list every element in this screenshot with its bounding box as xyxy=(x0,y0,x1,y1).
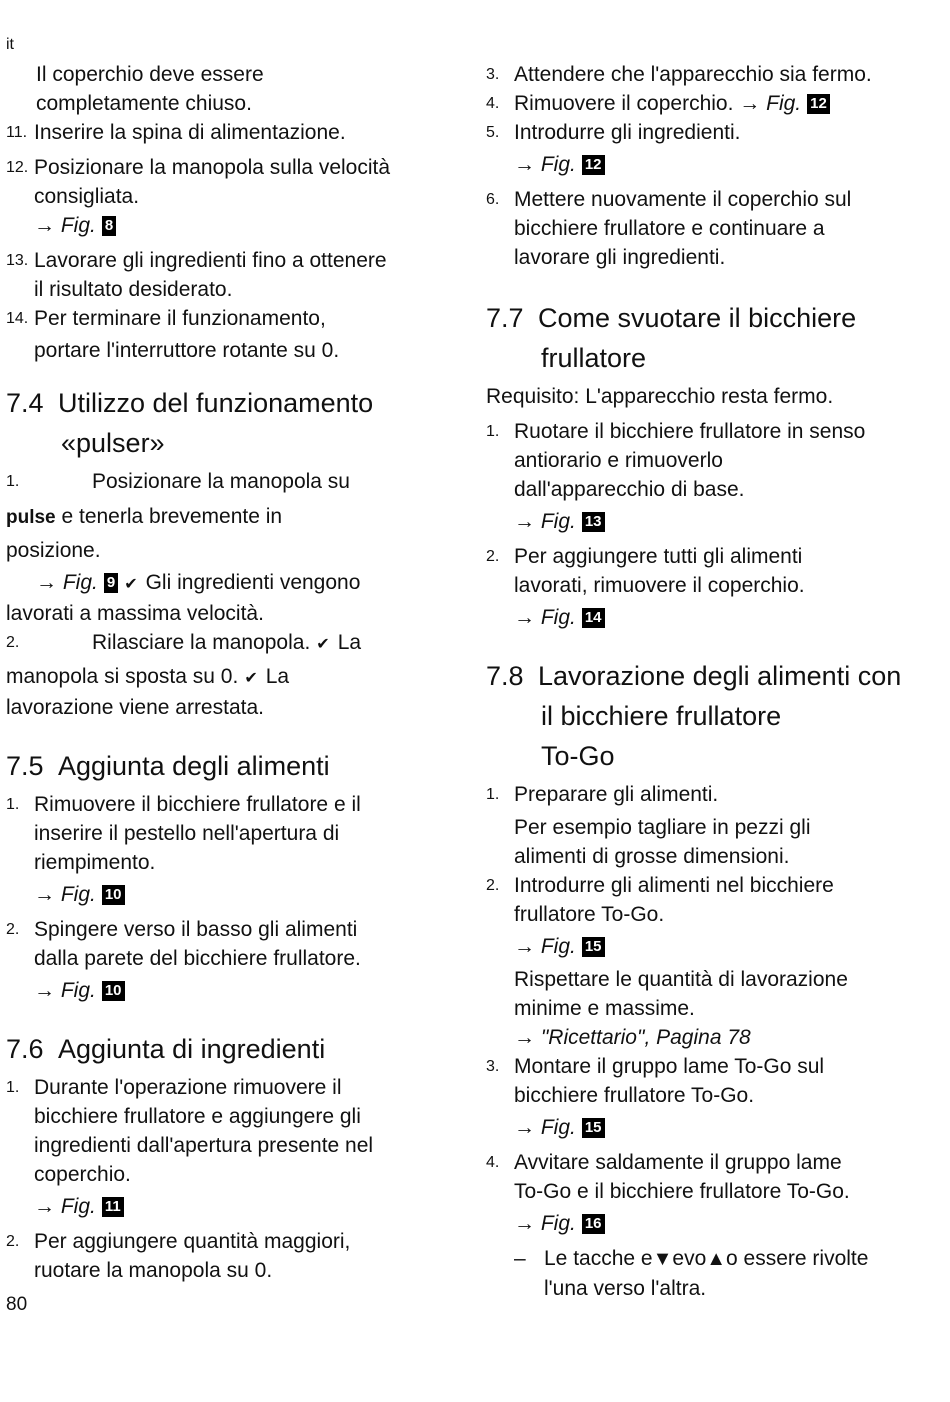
section-title-cont: «pulser» xyxy=(61,428,165,458)
section-title: Lavorazione degli alimenti con xyxy=(538,661,902,691)
recipe-book-link[interactable]: → "Ricettario", Pagina 78 xyxy=(514,1026,751,1049)
list-item xyxy=(6,915,436,973)
fig-ref xyxy=(486,603,916,632)
section-number: 7.5 xyxy=(6,751,44,781)
fig-prefix: → Fig. xyxy=(514,606,576,629)
result-text: La xyxy=(265,665,290,688)
fig-prefix: → Fig. xyxy=(34,214,96,237)
step-text: Avvitare saldamente il gruppo lame To-Go e il bicchiere frullatore To-Go. xyxy=(514,1151,850,1203)
step-number: 11. xyxy=(6,124,28,141)
result-text: Gli ingredienti vengono xyxy=(145,571,361,594)
pulse-rest: e tenerla brevemente in xyxy=(61,505,283,528)
fig-prefix: → Fig. xyxy=(34,883,96,906)
list-item xyxy=(6,1227,436,1285)
check-icon: ✔ xyxy=(124,576,138,593)
step-text: Introdurre gli alimenti nel bicchiere frullatore To-Go. xyxy=(514,874,834,926)
step-number: 5. xyxy=(486,124,500,141)
fig-prefix: → Fig. xyxy=(514,1212,576,1235)
fig-ref xyxy=(486,932,916,961)
step-number: 1. xyxy=(6,473,20,490)
step-text: Posizionare la manopola su xyxy=(92,470,350,493)
list-item xyxy=(486,89,916,118)
list-item xyxy=(486,780,916,809)
step-number: 2. xyxy=(486,877,500,894)
section-number: 7.8 xyxy=(486,661,524,691)
step-text: Attendere che l'apparecchio sia fermo. xyxy=(514,63,872,86)
step-number: 3. xyxy=(486,1058,500,1075)
step-text: Rilasciare la manopola. xyxy=(92,631,311,654)
triangle-down-icon: ▼ xyxy=(652,1248,673,1270)
fig-ref xyxy=(486,507,916,536)
fig-ref xyxy=(6,976,436,1005)
step-text: Preparare gli alimenti. xyxy=(514,783,719,806)
fig-prefix: → Fig. xyxy=(514,510,576,533)
right-column xyxy=(486,60,916,1303)
step-text: Inserire la spina di alimentazione. xyxy=(34,121,346,144)
section-title: Come svuotare il bicchiere xyxy=(538,303,857,333)
figure-badge: 12 xyxy=(807,94,830,114)
figure-badge: 15 xyxy=(582,937,605,957)
section-number: 7.4 xyxy=(6,388,44,418)
fig-ref xyxy=(6,1192,436,1221)
section-number: 7.7 xyxy=(486,303,524,333)
page-number: 80 xyxy=(6,1294,28,1315)
step-13-cont: il risultato desiderato. xyxy=(34,278,233,301)
step-12 xyxy=(6,153,436,182)
triangle-up-icon: ▲ xyxy=(706,1248,727,1270)
step-text: Per aggiungere quantità maggiori, ruotare la manopola su 0. xyxy=(34,1230,351,1282)
requisite: Requisito: L'apparecchio resta fermo. xyxy=(486,385,834,408)
fig-ref xyxy=(486,150,916,179)
figure-badge: 9 xyxy=(104,573,118,593)
step-number: 14. xyxy=(6,310,29,327)
list-item xyxy=(486,185,916,272)
section-title-cont: To-Go xyxy=(541,741,615,771)
section-title: Utilizzo del funzionamento xyxy=(58,388,374,418)
step-text: Per aggiungere tutti gli alimenti lavorati, rimuovere il coperchio. xyxy=(514,545,805,597)
list-item xyxy=(486,871,916,929)
fig-prefix: → Fig. xyxy=(34,1195,96,1218)
pulse-line xyxy=(6,502,436,532)
fig-ref xyxy=(486,1209,916,1238)
step-number: 2. xyxy=(6,1233,20,1250)
figure-badge: 10 xyxy=(102,885,125,905)
section-heading-7-8 xyxy=(486,656,916,776)
step-text: Rimuovere il coperchio. xyxy=(514,92,734,115)
step-number: 1. xyxy=(6,796,20,813)
step-text: Introdurre gli ingredienti. xyxy=(514,121,741,144)
manopola-line xyxy=(6,662,436,693)
fig-ref xyxy=(486,1113,916,1142)
step-11 xyxy=(6,118,436,147)
check-icon: ✔ xyxy=(244,670,258,687)
figure-badge: 14 xyxy=(582,608,605,628)
section-heading-7-5 xyxy=(6,746,436,786)
pulse-word: pulse xyxy=(6,507,56,528)
dash-item xyxy=(486,1244,916,1274)
step-text: Posizionare la manopola sulla velocità xyxy=(34,156,391,179)
section-title: Aggiunta di ingredienti xyxy=(58,1034,326,1064)
step-number: 1. xyxy=(6,1079,20,1096)
fig-prefix: → Fig. xyxy=(514,153,576,176)
manopola-text: manopola si sposta su 0. xyxy=(6,665,239,688)
section-heading-7-7 xyxy=(486,298,916,378)
section-title-cont: il bicchiere frullatore xyxy=(541,701,782,731)
dash-text-c: o essere rivolte xyxy=(726,1247,869,1270)
figure-badge: 15 xyxy=(582,1118,605,1138)
step-number: 4. xyxy=(486,1154,500,1171)
dash-mark: – xyxy=(514,1247,526,1270)
figure-badge: 11 xyxy=(102,1197,124,1217)
step-number: 1. xyxy=(486,786,500,803)
step-text: Durante l'operazione rimuovere il bicchiere frullatore e aggiungere gli ingredienti dall'apertura presente nel coperchio. xyxy=(34,1076,374,1186)
fig-prefix: → Fig. xyxy=(34,979,96,1002)
language-code: it xyxy=(6,36,14,53)
intro-line-1: Il coperchio deve essere xyxy=(36,63,264,86)
dash-text-wrap xyxy=(544,1244,916,1274)
note: Rispettare le quantità di lavorazione minime e massime. xyxy=(514,968,848,1020)
step-13 xyxy=(6,246,436,275)
step-14 xyxy=(6,304,436,333)
step-text: Montare il gruppo lame To-Go sul bicchiere frullatore To-Go. xyxy=(514,1055,825,1107)
step-number: 13. xyxy=(6,252,29,269)
section-heading-7-6 xyxy=(6,1029,436,1069)
fig-prefix: → Fig. xyxy=(739,92,802,115)
intro-line-2: completamente chiuso. xyxy=(36,92,252,115)
step-number: 4. xyxy=(486,95,500,112)
step-text: Lavorare gli ingredienti fino a ottenere xyxy=(34,249,387,272)
dash-text-b: evo xyxy=(672,1247,707,1270)
lavorati-line: lavorati a massima velocità. xyxy=(6,602,264,625)
list-item xyxy=(486,1148,916,1206)
step-text: Ruotare il bicchiere frullatore in senso antiorario e rimuoverlo dall'apparecchio di base. xyxy=(514,420,866,501)
step-number: 2. xyxy=(6,921,20,938)
list-item xyxy=(6,790,436,877)
list-item xyxy=(486,118,916,147)
step-text-wrap xyxy=(92,628,436,659)
step-number: 12. xyxy=(6,159,29,176)
fig-ref-line xyxy=(6,568,436,599)
fig-ref xyxy=(6,880,436,909)
posizione-line: posizione. xyxy=(6,539,101,562)
step-number: 2. xyxy=(6,634,20,651)
list-item xyxy=(486,542,916,600)
dash-line-2: l'una verso l'altra. xyxy=(544,1277,707,1300)
list-item xyxy=(486,417,916,504)
check-icon: ✔ xyxy=(316,636,330,653)
arrestata-line: lavorazione viene arrestata. xyxy=(6,696,264,719)
dash-text-a: Le tacche e xyxy=(544,1247,653,1270)
section-title-cont: frullatore xyxy=(541,343,647,373)
step-number: 2. xyxy=(486,548,500,565)
result-text: La xyxy=(337,631,362,654)
pulse-step-2 xyxy=(6,628,436,659)
list-item xyxy=(6,1073,436,1189)
figure-badge: 8 xyxy=(102,216,116,236)
step-12-cont: consigliata. xyxy=(34,185,140,208)
step-number: 3. xyxy=(486,66,500,83)
section-heading-7-4 xyxy=(6,383,436,463)
list-item xyxy=(486,60,916,89)
list-item xyxy=(486,1052,916,1110)
figure-badge: 10 xyxy=(102,981,125,1001)
step-text: Rimuovere il bicchiere frullatore e il inserire il pestello nell'apertura di riempimento. xyxy=(34,793,361,874)
figure-badge: 12 xyxy=(582,155,605,175)
section-number: 7.6 xyxy=(6,1034,44,1064)
left-column xyxy=(6,60,436,1285)
note: Per esempio tagliare in pezzi gli alimenti di grosse dimensioni. xyxy=(514,816,811,868)
fig-prefix: → Fig. xyxy=(514,935,576,958)
step-text: Per terminare il funzionamento, xyxy=(34,307,326,330)
figure-badge: 16 xyxy=(582,1214,605,1234)
step-text-wrap xyxy=(514,89,916,118)
step-14-cont: portare l'interruttore rotante su 0. xyxy=(34,339,340,362)
step-number: 6. xyxy=(486,191,500,208)
step-number: 1. xyxy=(486,423,500,440)
fig-prefix: → Fig. xyxy=(36,571,98,594)
section-title: Aggiunta degli alimenti xyxy=(58,751,330,781)
pulse-step-1 xyxy=(6,467,436,496)
step-text: Mettere nuovamente il coperchio sul bicchiere frullatore e continuare a lavorare gli ingredienti. xyxy=(514,188,852,269)
fig-prefix: → Fig. xyxy=(514,1116,576,1139)
figure-badge: 13 xyxy=(582,512,605,532)
step-text: Spingere verso il basso gli alimenti dalla parete del bicchiere frullatore. xyxy=(34,918,361,970)
fig-ref xyxy=(6,211,436,240)
